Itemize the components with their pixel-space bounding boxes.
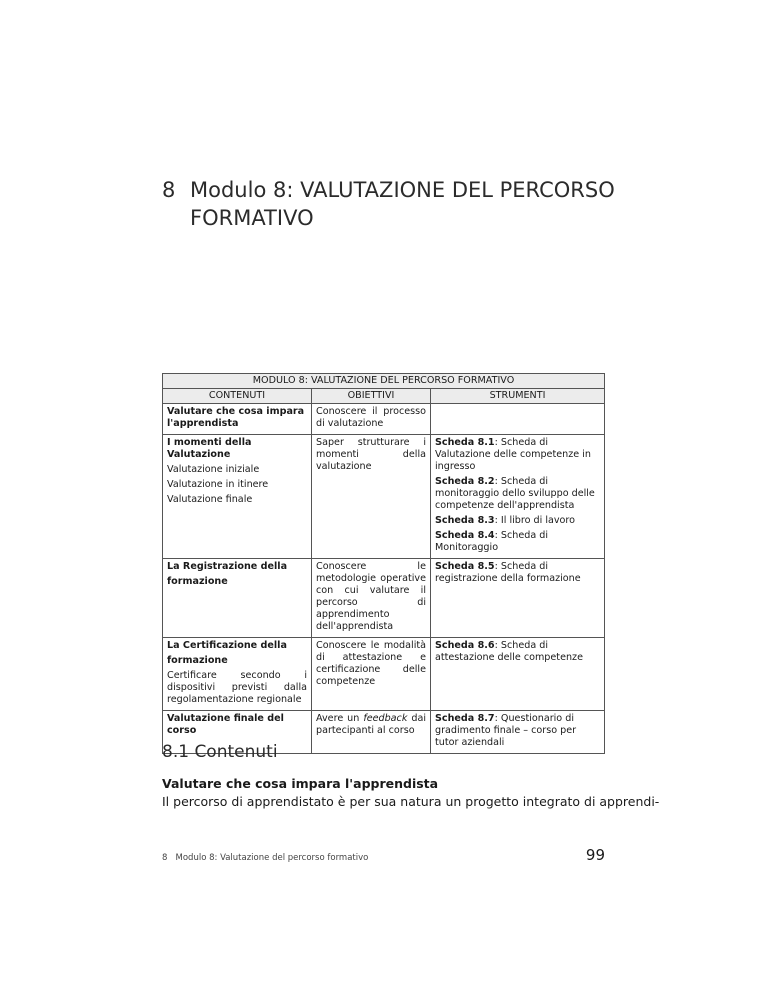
cell-contenuti xyxy=(163,638,312,711)
scheda-item xyxy=(435,640,600,664)
scheda-text: : Scheda di attestazione delle competenze xyxy=(435,640,583,663)
content-item: La Certificazione della xyxy=(167,640,287,651)
subsection-heading: Valutare che cosa impara l'apprendista xyxy=(162,776,439,791)
cell-obiettivi xyxy=(312,404,431,435)
objective-text-em: feedback xyxy=(363,713,408,724)
content-item: Valutare che cosa impara l'apprendista xyxy=(167,406,305,429)
objective-text: Conoscere il processo di valutazione xyxy=(316,406,426,429)
content-item: formazione xyxy=(167,655,228,666)
content-item: Valutazione iniziale xyxy=(167,464,260,475)
cell-obiettivi xyxy=(312,435,431,559)
cell-contenuti xyxy=(163,404,312,435)
header-obiettivi: OBIETTIVI xyxy=(312,389,431,404)
scheda-text: : Scheda di Monitoraggio xyxy=(435,530,549,553)
scheda-text: : Scheda di registrazione della formazione xyxy=(435,561,581,584)
scheda-code: Scheda 8.2 xyxy=(435,476,495,487)
scheda-text: : Questionario di gradimento finale – corso per tutor aziendali xyxy=(435,713,577,748)
page-number: 99 xyxy=(585,846,605,864)
table-row xyxy=(163,435,605,559)
table-row xyxy=(163,638,605,711)
cell-strumenti xyxy=(431,435,605,559)
header-strumenti: STRUMENTI xyxy=(431,389,605,404)
content-item: Valutazione finale xyxy=(167,494,253,505)
objective-text-post: dai partecipanti al corso xyxy=(316,713,426,736)
objective-text xyxy=(316,713,426,737)
content-item: Certificare secondo i dispositivi previsti dalla regolamentazione regionale xyxy=(167,670,307,705)
header-contenuti: CONTENUTI xyxy=(163,389,312,404)
scheda-code: Scheda 8.4 xyxy=(435,530,495,541)
scheda-item xyxy=(435,476,600,512)
scheda-item xyxy=(435,515,600,527)
scheda-code: Scheda 8.3 xyxy=(435,515,495,526)
body-paragraph: Il percorso di apprendistato è per sua natura un progetto integrato di apprendi- xyxy=(162,794,660,809)
cell-contenuti xyxy=(163,435,312,559)
content-item: formazione xyxy=(167,576,228,587)
objective-text: Saper strutturare i momenti della valutazione xyxy=(316,437,426,472)
scheda-code: Scheda 8.6 xyxy=(435,640,495,651)
scheda-text: : Scheda di Valutazione delle competenze in ingresso xyxy=(435,437,591,472)
cell-strumenti xyxy=(431,559,605,638)
cell-obiettivi xyxy=(312,711,431,754)
chapter-title-line2: FORMATIVO xyxy=(190,206,314,230)
scheda-item xyxy=(435,713,600,749)
content-item: Valutazione in itinere xyxy=(167,479,269,490)
section-heading: 8.1 Contenuti xyxy=(162,742,278,762)
cell-strumenti xyxy=(431,638,605,711)
cell-contenuti xyxy=(163,559,312,638)
table-caption: MODULO 8: VALUTAZIONE DEL PERCORSO FORMATIVO xyxy=(163,374,605,389)
scheda-code: Scheda 8.7 xyxy=(435,713,495,724)
scheda-code: Scheda 8.5 xyxy=(435,561,495,572)
scheda-item xyxy=(435,437,600,473)
cell-strumenti xyxy=(431,711,605,754)
content-item: La Registrazione della xyxy=(167,561,288,572)
objective-text-pre: Avere un xyxy=(316,713,364,724)
table-row xyxy=(163,559,605,638)
content-item: Valutazione finale del corso xyxy=(167,713,284,736)
scheda-text: : Scheda di monitoraggio dello sviluppo delle competenze dell'apprendista xyxy=(435,476,595,511)
objective-text: Conoscere le modalità di attestazione e certificazione delle competenze xyxy=(316,640,426,687)
scheda-item xyxy=(435,561,600,585)
chapter-title-line1: Modulo 8: VALUTAZIONE DEL PERCORSO xyxy=(190,178,615,202)
scheda-text: : Il libro di lavoro xyxy=(494,515,576,526)
scheda-item xyxy=(435,530,600,554)
scheda-code: Scheda 8.1 xyxy=(435,437,495,448)
content-item: I momenti della Valutazione xyxy=(167,437,252,460)
chapter-number: 8 xyxy=(162,178,176,202)
cell-strumenti xyxy=(431,404,605,435)
objective-text: Conoscere le metodologie operative con cui valutare il percorso di apprendimento dell'apprendista xyxy=(316,561,426,632)
cell-obiettivi xyxy=(312,559,431,638)
module-table xyxy=(162,373,605,754)
cell-obiettivi xyxy=(312,638,431,711)
table-row xyxy=(163,404,605,435)
running-footer: 8 Modulo 8: Valutazione del percorso formativo xyxy=(162,853,369,863)
